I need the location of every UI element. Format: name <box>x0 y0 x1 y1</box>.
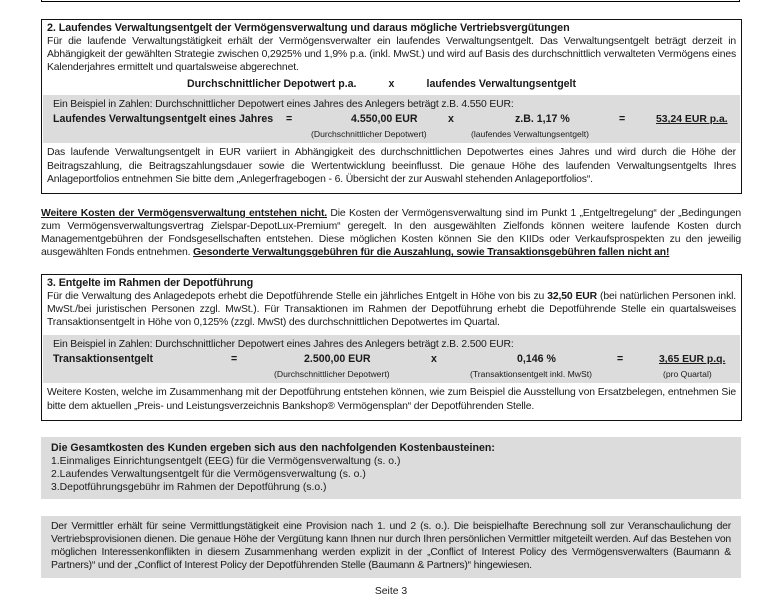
previous-section-box <box>41 0 740 2</box>
cost-item: 1.Einmaliges Einrichtungsentgelt (EEG) für die Vermögensverwaltung (s. o.) <box>51 456 401 468</box>
calc-value-2: 0,146 % <box>517 353 556 366</box>
section-2-closing: Das laufende Verwaltungsentgelt in EUR variiert in Abhängigkeit des durchschnittlichen Depotwertes eines Jahres und wird durch die Höhe der Beitragszahlung, die Beitragszahlungsdauer sowie die Wertentwicklung beeinflusst. Die genaue Höhe des laufenden Verwaltungsentgelts Ihres Anlageportfolios entnehmen Sie bitte dem „Anlegerfragebogen - 6. Übersicht der zur Auswahl stehenden Anlageportfolios“. <box>47 147 736 185</box>
calc-value-1: 4.550,00 EUR <box>351 113 418 126</box>
calc-value-1-note: (Durchschnittlicher Depotwert) <box>311 129 427 140</box>
calc-result: 3,65 EUR p.q. <box>659 354 726 366</box>
total-costs-box <box>41 437 741 499</box>
formula-operator: x <box>388 78 395 91</box>
section-3-fee-amount: 32,50 EUR <box>547 291 597 303</box>
section-3-text-part-2: (bei natürlichen Personen inkl. MwSt./bei juristischen Personen zzgl. MwSt.). Für Transaktionen im Rahmen der Depotführung erhebt die Depotführende Stelle ein quartalsweises Transaktionsentgelt in Höhe von 0,125% (zzgl. MwSt) des durchschnittlichen Depotwertes im Quartal. <box>47 291 737 329</box>
formula-right: laufendes Verwaltungsentgelt <box>426 78 577 91</box>
calc-equals-2: = <box>619 113 626 126</box>
calc-value-1: 2.500,00 EUR <box>304 353 371 366</box>
section-2-paragraph: Für die laufende Verwaltungstätigkeit erhält der Vermögensverwalter ein laufendes Verwaltungsentgelt. Das Verwaltungsentgelt beträgt derzeit in Abhängigkeit der gewählten Strategie zwischen 0,2925% und 1,9% p.a. (inkl. MwSt.) und wird auf Basis des durchschnittlich verwalteten Vermögens eines Kalenderjahres ermittelt und quartalsweise abgerechnet. <box>47 36 736 74</box>
further-costs-lead: Weitere Kosten der Vermögensverwaltung entstehen nicht. <box>41 208 327 219</box>
example-calculation <box>53 353 730 381</box>
calc-label: Laufendes Verwaltungsentgelt eines Jahres <box>53 113 274 126</box>
formula-left: Durchschnittlicher Depotwert p.a. <box>186 78 357 91</box>
section-2-formula <box>47 78 736 92</box>
example-intro: Ein Beispiel in Zahlen: Durchschnittlicher Depotwert eines Jahres des Anlegers beträgt z.B. 2.500 EUR: <box>53 339 514 351</box>
section-2-heading: 2. Laufendes Verwaltungsentgelt der Vermögensverwaltung und daraus mögliche Vertriebsvergütungen <box>47 22 570 34</box>
calc-result: 53,24 EUR p.a. <box>656 114 728 126</box>
calc-result-note: (pro Quartal) <box>663 369 712 380</box>
cost-item: 2.Laufendes Verwaltungsentgelt für die Vermögensverwaltung (s. o.) <box>51 469 366 481</box>
calc-value-1-note: (Durchschnittlicher Depotwert) <box>274 369 390 380</box>
commission-text: Der Vermittler erhält für seine Vermittlungstätigkeit eine Provision nach 1. und 2 (s. o.). Die beispielhafte Berechnung soll zur Veranschaulichung der Vertriebsprovisionen dienen. Die genaue Höhe der Vergütung kann Ihnen nur durch Ihren persönlichen Vermittler mitgeteilt werden. Auf das Bestehen von möglichen Interessenkonflikten in diesem Zusammenhang werden explizit in der „Conflict of Interest Policy des Vermögensverwalters (Baumann & Partners)“ und der „Conflict of Interest Policy der Depotführenden Stelle (Baumann & Partners)“ hingewiesen. <box>51 521 731 572</box>
calc-value-2-note: (laufendes Verwaltungsentgelt) <box>471 129 590 140</box>
further-costs-body: Die Kosten der Vermögensverwaltung sind im Punkt 1 „Entgeltregelung“ der „Bedingungen zum Vermögensverwaltungsvertrag Zielspar-DepotLux-Premium“ geregelt. In den ausgewählten Zielfonds können weitere laufende Kosten durch Managementgebühren der Fondsgesellschaften entstehen. Diese möglichen Kosten können Sie den KIIDs oder Verkaufsprospekten zu den jeweilig ausgewählten Fonds entnehmen. <box>41 208 741 259</box>
section-2-example <box>43 95 740 143</box>
total-costs-title: Die Gesamtkosten des Kunden ergeben sich aus den nachfolgenden Kostenbausteinen: <box>51 442 495 454</box>
section-3-box <box>41 274 742 421</box>
calc-label: Transaktionsentgelt <box>53 353 154 366</box>
section-2-box <box>41 19 742 194</box>
further-costs-paragraph <box>41 207 741 259</box>
cost-item: 3.Depotführungsgebühr im Rahmen der Depotführung (s.o.) <box>51 482 327 494</box>
calc-times: x <box>431 353 437 366</box>
section-3-heading: 3. Entgelte im Rahmen der Depotführung <box>47 277 254 289</box>
section-3-paragraph <box>47 290 736 329</box>
commission-box <box>41 516 741 578</box>
calc-value-2: z.B. 1,17 % <box>515 113 570 126</box>
section-3-example <box>43 335 740 383</box>
calc-value-2-note: (Transaktionsentgelt inkl. MwSt) <box>470 369 592 380</box>
calc-equals-1: = <box>231 353 238 366</box>
page-number: Seite 3 <box>374 586 408 597</box>
further-costs-note: Gesonderte Verwaltungsgebühren für die Auszahlung, sowie Transaktionsgebühren fallen nicht an! <box>193 247 670 259</box>
section-3-text-part-1: Für die Verwaltung des Anlagedepots erhebt die Depotführende Stelle ein jährliches Entgelt in Höhe von bis zu <box>47 291 548 303</box>
calc-equals-1: = <box>286 113 293 126</box>
example-calculation <box>53 113 730 141</box>
example-intro: Ein Beispiel in Zahlen: Durchschnittlicher Depotwert eines Jahres des Anlegers beträgt z.B. 4.550 EUR: <box>53 99 514 111</box>
calc-equals-2: = <box>617 353 624 366</box>
section-3-closing: Weitere Kosten, welche im Zusammenhang mit der Depotführung entstehen können, wie zum Beispiel die Ausstellung von Ersatzbelegen, entnehmen Sie bitte dem aktuellen „Preis- und Leistungsverzeichnis Bankshop® Vermögensplan“ der Depotführenden Stelle. <box>47 387 736 412</box>
calc-times: x <box>448 113 454 126</box>
